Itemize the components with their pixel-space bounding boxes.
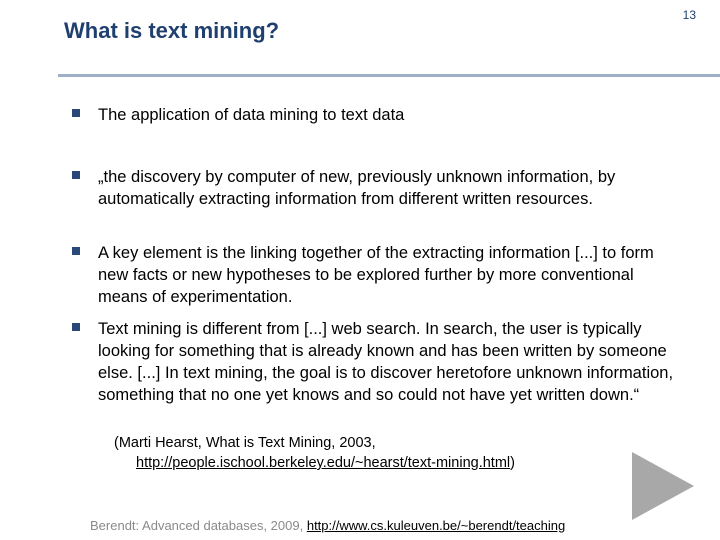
square-bullet-icon [72,109,80,117]
square-bullet-icon [72,171,80,179]
bullet-text: „the discovery by computer of new, previously unknown information, by automatically extracting information from different written resources. [98,168,616,208]
footer-text: Berendt: Advanced databases, 2009, [90,518,307,533]
page-number: 13 [682,8,696,22]
square-bullet-icon [72,323,80,331]
citation-link[interactable]: http://people.ischool.berkeley.edu/~hearst/text-mining.html [136,455,511,471]
title-divider [58,74,720,77]
bullet-text: A key element is the linking together of the extracting information [...] to form new facts or new hypotheses to be explored further by more conventional means of experimentation. [98,244,654,306]
next-slide-play-icon[interactable] [632,452,694,520]
citation-close: ) [510,455,515,471]
citation [114,433,674,473]
footer-link[interactable]: http://www.cs.kuleuven.be/~berendt/teaching [306,518,566,533]
footer [90,518,565,533]
bullet-text: Text mining is different from [...] web search. In search, the user is typically looking for something that is already known and has been written by someone else. [...] In text mining, the goal is to discover heretofore unknown information, something that no one yet knows and so could not have yet written down.“ [98,320,674,404]
slide-title: What is text mining? [64,18,280,43]
square-bullet-icon [72,247,80,255]
bullet-text: The application of data mining to text data [98,106,405,124]
citation-text: (Marti Hearst, What is Text Mining, 2003, [114,435,376,451]
